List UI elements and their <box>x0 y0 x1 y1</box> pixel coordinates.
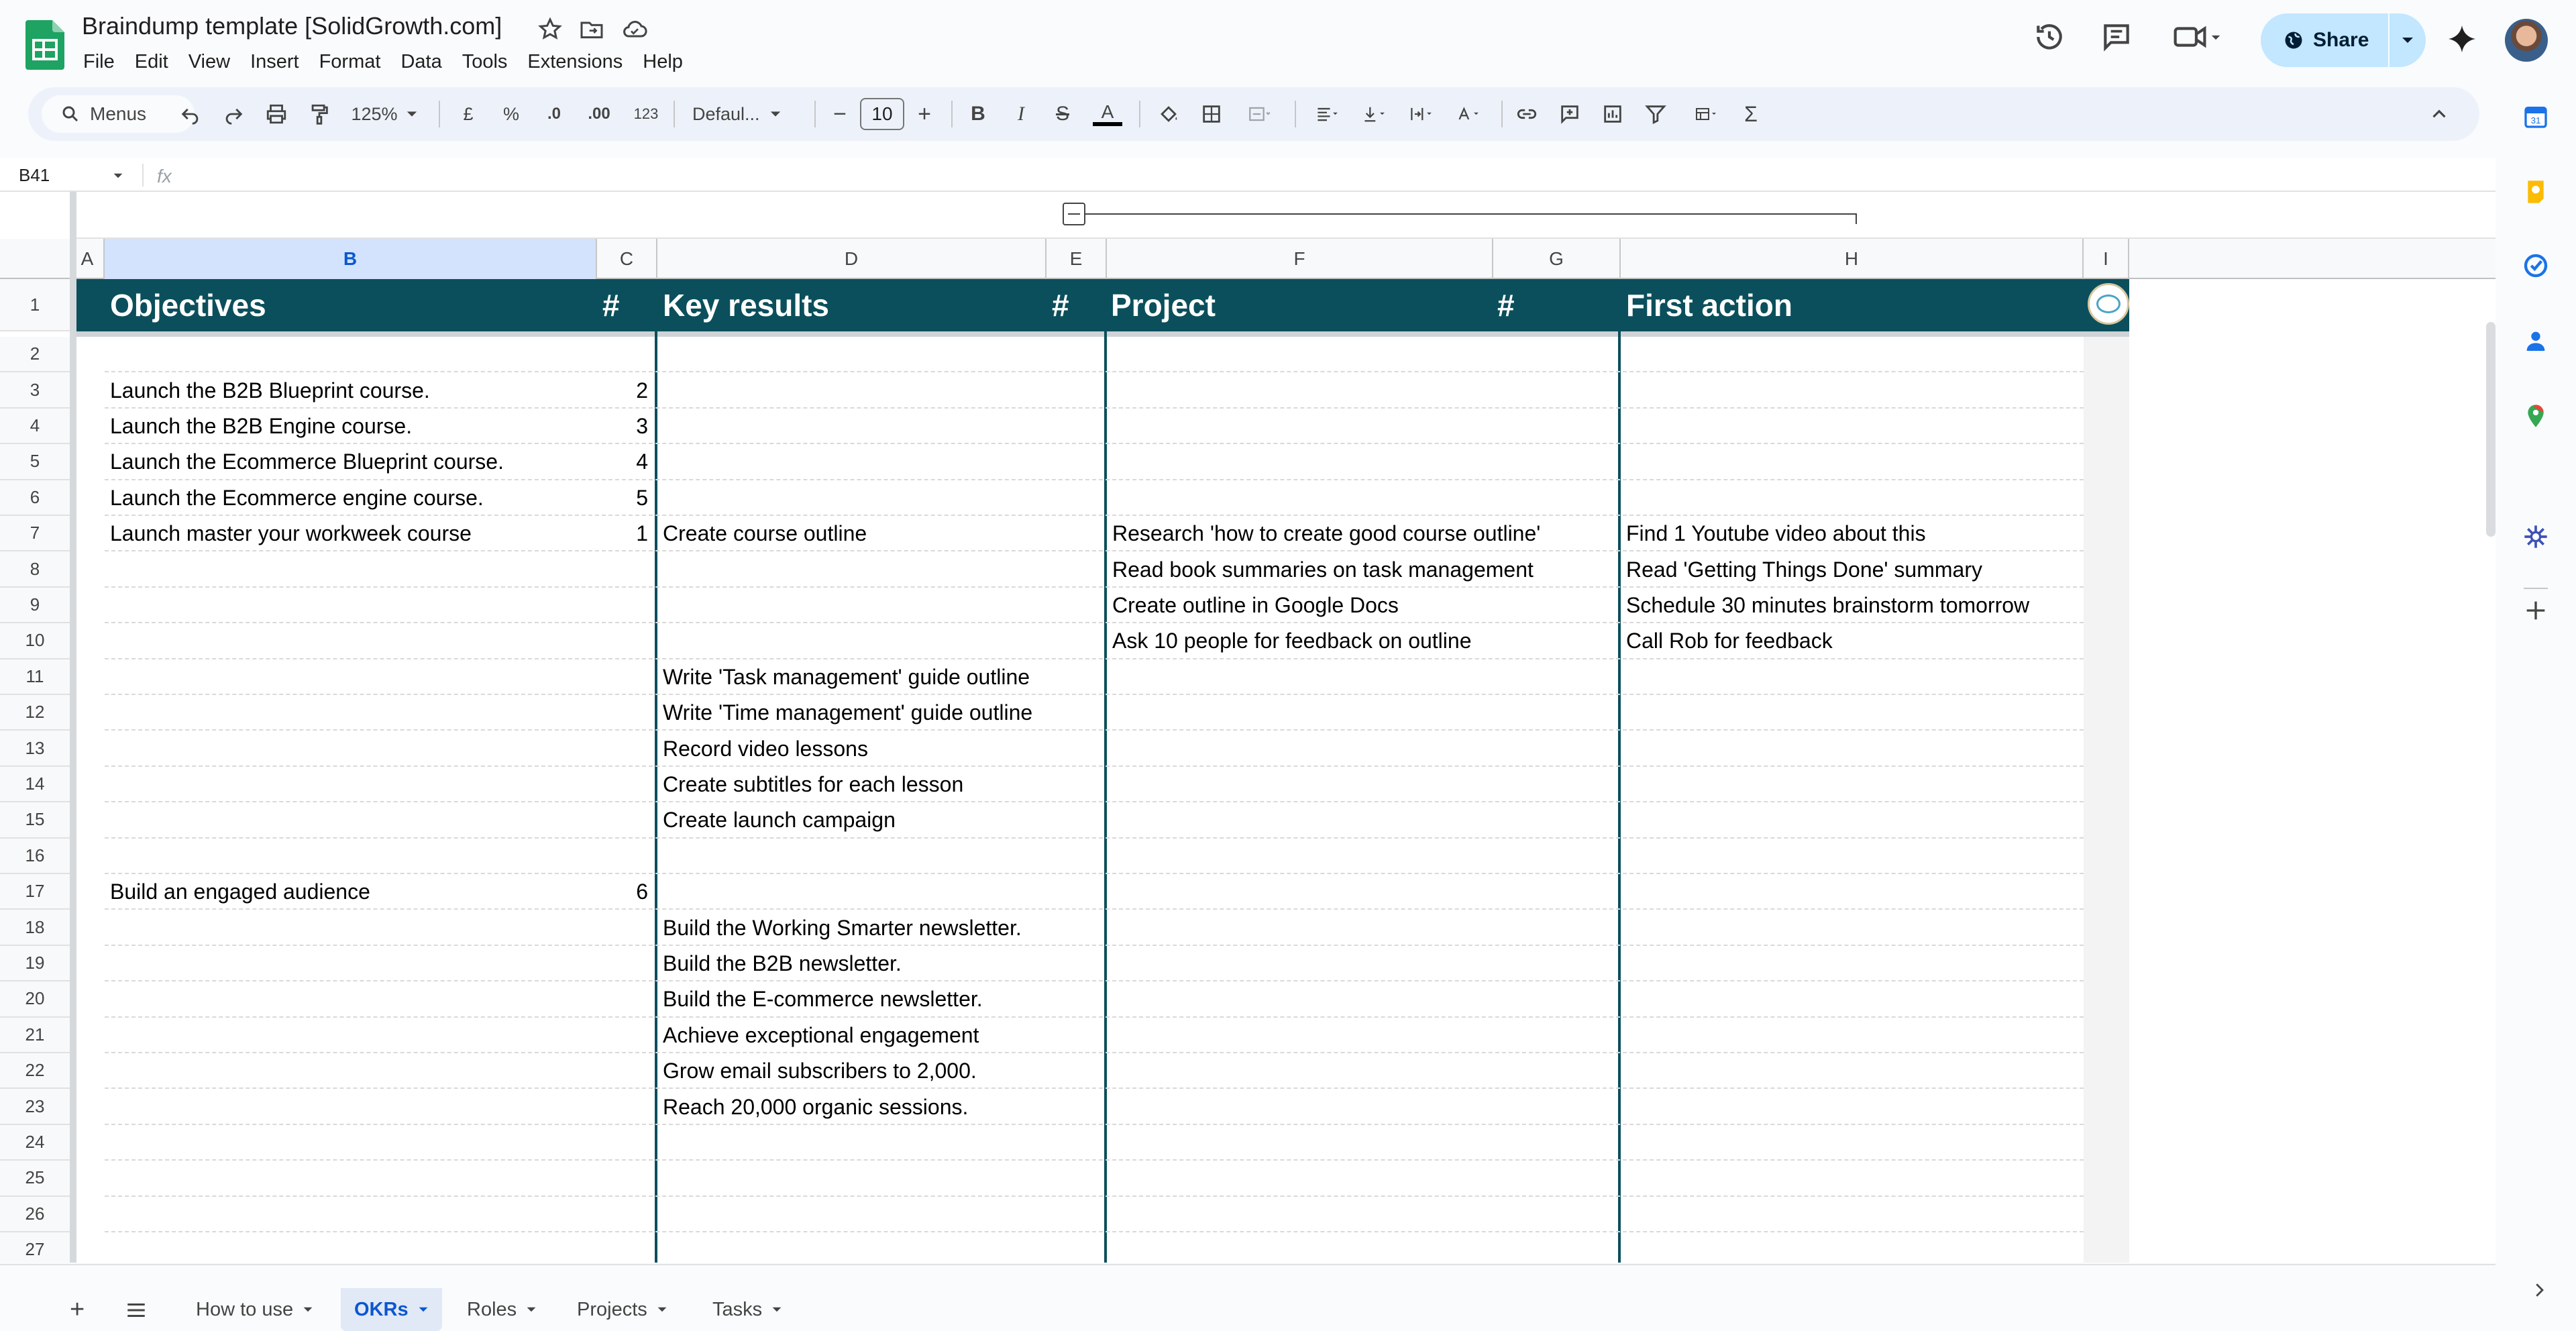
decrease-decimal-button[interactable]: .0 <box>547 105 561 123</box>
frozen-row-divider <box>71 331 2129 337</box>
menu-tools[interactable]: Tools <box>462 51 508 72</box>
text-rotation-icon <box>1456 103 1479 125</box>
account-avatar[interactable] <box>2505 19 2548 62</box>
cell-b17[interactable]: Build an engaged audience <box>110 880 370 904</box>
cell-f10[interactable]: Ask 10 people for feedback on outline <box>1112 629 1472 653</box>
align-left-icon <box>1316 103 1338 125</box>
row-header-25[interactable]: 25 <box>0 1161 71 1196</box>
row-header-6[interactable]: 6 <box>0 480 71 516</box>
section-divider <box>1618 331 1621 1263</box>
section-divider <box>1104 331 1107 1263</box>
chevron-up-icon <box>2428 103 2451 125</box>
header-key-results[interactable]: Key results <box>663 288 830 323</box>
cell-d15[interactable]: Create launch campaign <box>663 808 896 833</box>
insert-link-button[interactable] <box>1513 101 1540 127</box>
calendar-icon[interactable] <box>2522 103 2549 130</box>
sheet-grid[interactable] <box>0 192 2496 1263</box>
merge-cells-button[interactable] <box>1240 101 1280 127</box>
insert-chart-button[interactable] <box>1599 101 1626 127</box>
toolbar-separator <box>439 101 440 127</box>
cell-d12[interactable]: Write 'Time management' guide outline <box>663 700 1033 725</box>
cell-d19[interactable]: Build the B2B newsletter. <box>663 951 902 975</box>
cell-f8[interactable]: Read book summaries on task management <box>1112 557 1534 582</box>
cell-d13[interactable]: Record video lessons <box>663 736 868 761</box>
toolbar-separator <box>814 101 816 127</box>
row-gridline <box>105 801 2084 802</box>
row-header-18[interactable]: 18 <box>0 910 71 945</box>
cell-h10[interactable]: Call Rob for feedback <box>1626 629 1833 653</box>
menu-data[interactable]: Data <box>400 51 442 72</box>
column-header-i[interactable]: I <box>2084 239 2129 279</box>
toolbar-separator <box>1501 101 1503 127</box>
row-gridline <box>105 980 2084 981</box>
group-line <box>1085 213 1857 215</box>
borders-button[interactable] <box>1198 101 1225 127</box>
menu-help[interactable]: Help <box>643 51 683 72</box>
meet-video-icon[interactable] <box>2171 20 2224 54</box>
search-menus-label: Menus <box>90 103 147 124</box>
row-gridline <box>105 765 2084 767</box>
share-label: Share <box>2313 29 2369 51</box>
column-header-a[interactable]: A <box>71 239 105 279</box>
row-header-16[interactable]: 16 <box>0 839 71 874</box>
print-button[interactable] <box>263 101 290 127</box>
gemini-sparkle-icon[interactable] <box>2447 24 2477 54</box>
cell-c6[interactable]: 5 <box>636 485 648 510</box>
row-header-3[interactable]: 3 <box>0 372 71 408</box>
cell-c17[interactable]: 6 <box>636 880 648 904</box>
menu-view[interactable]: View <box>188 51 231 72</box>
chevron-down-icon <box>657 1304 667 1315</box>
row-header-1[interactable]: 1 <box>0 279 71 331</box>
search-menus-input[interactable] <box>42 95 195 133</box>
paint-format-icon <box>308 103 331 125</box>
print-icon <box>265 103 288 125</box>
sheet-tab-roles[interactable] <box>467 1288 537 1331</box>
row-gridline <box>105 837 2084 839</box>
chevron-down-icon <box>303 1304 313 1315</box>
get-addons-plus-icon[interactable] <box>2522 597 2549 624</box>
sheets-logo-icon[interactable] <box>25 20 64 70</box>
insert-comment-button[interactable] <box>1556 101 1583 127</box>
chart-icon <box>1601 103 1624 125</box>
name-box[interactable] <box>19 158 50 192</box>
globe-icon <box>2284 30 2304 50</box>
toolbar-separator <box>951 101 953 127</box>
header-project[interactable]: Project <box>1111 288 1216 323</box>
row-gridline <box>105 1159 2084 1161</box>
search-icon <box>60 104 80 124</box>
document-title[interactable]: Braindump template [SolidGrowth.com] <box>82 12 502 40</box>
row-header-2[interactable]: 2 <box>0 337 71 372</box>
header-hash-2[interactable]: # <box>1052 288 1069 323</box>
cell-d18[interactable]: Build the Working Smarter newsletter. <box>663 915 1022 940</box>
row-header-20[interactable]: 20 <box>0 981 71 1017</box>
text-wrapping-button[interactable] <box>1401 101 1441 127</box>
column-group-bar <box>71 192 2496 239</box>
currency-format-button[interactable]: £ <box>463 103 474 124</box>
maps-icon[interactable] <box>2522 403 2549 429</box>
undo-icon <box>179 103 202 125</box>
cell-d7[interactable]: Create course outline <box>663 521 867 546</box>
undo-button[interactable] <box>177 101 204 127</box>
header-band <box>71 279 2129 331</box>
column-header-g[interactable]: G <box>1493 239 1621 279</box>
row-header-10[interactable]: 10 <box>0 623 71 659</box>
formula-input[interactable] <box>188 158 2482 192</box>
cell-h7[interactable]: Find 1 Youtube video about this <box>1626 521 1926 546</box>
align-bottom-icon <box>1362 103 1385 125</box>
more-formats-button[interactable]: 123 <box>633 105 659 122</box>
cell-d23[interactable]: Reach 20,000 organic sessions. <box>663 1094 969 1119</box>
row-gridline <box>105 1195 2084 1197</box>
chevron-down-icon <box>526 1304 537 1315</box>
sheet-tab-projects[interactable] <box>577 1288 667 1331</box>
cell-c4[interactable]: 3 <box>636 413 648 438</box>
cell-reference: B41 <box>19 165 50 185</box>
column-i-area <box>2084 331 2129 1263</box>
chevron-down-icon <box>406 108 418 120</box>
row-header-13[interactable]: 13 <box>0 731 71 766</box>
menu-extensions[interactable]: Extensions <box>527 51 623 72</box>
add-comment-icon <box>1558 103 1581 125</box>
tab-label: Roles <box>467 1298 517 1320</box>
redo-button[interactable] <box>220 101 247 127</box>
row-header-7[interactable]: 7 <box>0 516 71 551</box>
row-header-5[interactable]: 5 <box>0 444 71 480</box>
add-sheet-button[interactable]: + <box>70 1295 85 1324</box>
column-header-h[interactable]: H <box>1621 239 2084 279</box>
text-color-button[interactable]: A <box>1092 101 1123 127</box>
expand-panel-chevron-icon[interactable] <box>2529 1280 2549 1300</box>
toolbar-separator <box>1295 101 1296 127</box>
formula-separator <box>142 164 144 187</box>
cell-d22[interactable]: Grow email subscribers to 2,000. <box>663 1059 977 1083</box>
merge-icon <box>1248 103 1271 125</box>
row-header-22[interactable]: 22 <box>0 1053 71 1089</box>
cell-b6[interactable]: Launch the Ecommerce engine course. <box>110 485 484 510</box>
table-view-icon <box>1695 103 1717 125</box>
group-line-end <box>1856 213 1857 224</box>
row-gridline <box>105 1052 2084 1053</box>
text-rotation-button[interactable] <box>1448 101 1488 127</box>
comments-icon[interactable] <box>2100 20 2133 54</box>
row-header-12[interactable]: 12 <box>0 695 71 731</box>
horizontal-align-button[interactable] <box>1307 101 1347 127</box>
row-gridline <box>105 694 2084 695</box>
cell-d11[interactable]: Write 'Task management' guide outline <box>663 664 1030 689</box>
chevron-down-icon <box>2401 34 2414 47</box>
filter-views-button[interactable] <box>1682 101 1729 127</box>
svg-text:31: 31 <box>2530 115 2541 125</box>
sheet-tab-how-to-use[interactable] <box>196 1288 313 1331</box>
text-wrap-icon <box>1409 103 1432 125</box>
hide-menus-button[interactable] <box>2426 101 2453 127</box>
tasks-icon[interactable] <box>2522 252 2549 279</box>
cell-b5[interactable]: Launch the Ecommerce Blueprint course. <box>110 449 504 474</box>
font-size-increase-button[interactable]: + <box>918 101 931 127</box>
keep-icon[interactable] <box>2522 178 2549 205</box>
menu-file[interactable]: File <box>83 51 115 72</box>
toolbar <box>28 87 2479 141</box>
percent-format-button[interactable]: % <box>502 103 519 124</box>
column-header-c[interactable]: C <box>597 239 657 279</box>
cell-c3[interactable]: 2 <box>636 378 648 403</box>
cell-b3[interactable]: Launch the B2B Blueprint course. <box>110 378 430 403</box>
collapse-group-button[interactable] <box>1063 203 1085 225</box>
toolbar-separator <box>674 101 675 127</box>
font-family-select[interactable] <box>692 101 800 127</box>
column-header-e[interactable]: E <box>1046 239 1107 279</box>
rail-separator <box>2524 588 2548 589</box>
cell-h9[interactable]: Schedule 30 minutes brainstorm tomorrow <box>1626 592 2030 617</box>
filter-icon <box>1644 103 1667 125</box>
addon-icon[interactable] <box>2522 523 2549 550</box>
all-sheets-icon[interactable] <box>125 1299 148 1322</box>
menu-format[interactable]: Format <box>319 51 381 72</box>
row-header-24[interactable]: 24 <box>0 1125 71 1161</box>
tab-label: Projects <box>577 1298 647 1320</box>
chevron-down-icon <box>769 108 782 120</box>
chevron-down-icon <box>113 170 123 181</box>
row-header-23[interactable]: 23 <box>0 1089 71 1124</box>
fill-color-button[interactable] <box>1155 101 1182 127</box>
italic-button[interactable]: I <box>1018 103 1024 125</box>
share-main[interactable] <box>2261 13 2388 67</box>
solidgrowth-logo <box>2088 283 2129 325</box>
cell-c5[interactable]: 4 <box>636 449 648 474</box>
row-header-4[interactable]: 4 <box>0 409 71 444</box>
row-header-27[interactable]: 27 <box>0 1232 71 1263</box>
bold-button[interactable]: B <box>971 103 985 125</box>
row-gridline <box>105 1124 2084 1125</box>
filter-button[interactable] <box>1642 101 1669 127</box>
font-size-input[interactable]: 10 <box>860 98 904 130</box>
vertical-align-button[interactable] <box>1354 101 1394 127</box>
cell-f7[interactable]: Research 'how to create good course outline' <box>1112 521 1541 546</box>
menu-edit[interactable]: Edit <box>134 51 168 72</box>
cell-d21[interactable]: Achieve exceptional engagement <box>663 1022 979 1047</box>
column-header-f[interactable]: F <box>1107 239 1493 279</box>
font-size-decrease-button[interactable]: − <box>833 101 847 127</box>
row-gridline <box>105 1016 2084 1018</box>
borders-icon <box>1200 103 1223 125</box>
sheet-tab-tasks[interactable] <box>712 1288 782 1331</box>
fx-icon: fx <box>157 166 172 187</box>
star-icon[interactable] <box>537 16 564 43</box>
strikethrough-button[interactable]: S <box>1055 103 1069 125</box>
share-button[interactable] <box>2261 13 2426 67</box>
row-header-11[interactable]: 11 <box>0 659 71 695</box>
paint-format-button[interactable] <box>306 101 333 127</box>
chevron-down-icon <box>418 1304 429 1315</box>
cell-b7[interactable]: Launch master your workweek course <box>110 521 472 546</box>
row-header-8[interactable]: 8 <box>0 551 71 587</box>
cell-d20[interactable]: Build the E-commerce newsletter. <box>663 987 983 1012</box>
column-header-d[interactable]: D <box>657 239 1046 279</box>
zoom-value: 125% <box>351 103 398 124</box>
cell-d14[interactable]: Create subtitles for each lesson <box>663 771 964 796</box>
header-hash-1[interactable]: # <box>602 288 620 323</box>
increase-decimal-button[interactable]: .00 <box>588 105 610 123</box>
row-header-26[interactable]: 26 <box>0 1197 71 1232</box>
header-first-action[interactable]: First action <box>1626 288 1792 323</box>
row-gridline <box>105 945 2084 946</box>
zoom-select[interactable] <box>347 101 421 127</box>
select-all-corner[interactable] <box>0 239 71 279</box>
row-gridline <box>105 729 2084 731</box>
tab-label: Tasks <box>712 1298 763 1320</box>
cell-f9[interactable]: Create outline in Google Docs <box>1112 592 1399 617</box>
toolbar-separator <box>1139 101 1140 127</box>
frozen-column-divider <box>70 192 76 1263</box>
vertical-scrollbar-thumb[interactable] <box>2486 322 2496 537</box>
row-gridline <box>105 1231 2084 1232</box>
font-family-value: Defaul... <box>692 103 760 124</box>
tab-label: OKRs <box>354 1298 409 1320</box>
tab-label: How to use <box>196 1298 294 1320</box>
contacts-icon[interactable] <box>2522 327 2549 354</box>
redo-icon <box>222 103 245 125</box>
link-icon <box>1515 103 1538 125</box>
column-headers <box>0 239 2496 279</box>
menu-bar <box>82 48 693 75</box>
row-header-17[interactable]: 17 <box>0 874 71 910</box>
move-folder-icon[interactable] <box>578 16 605 43</box>
logo-mark-icon <box>2096 295 2121 313</box>
cell-b4[interactable]: Launch the B2B Engine course. <box>110 413 413 438</box>
cell-h8[interactable]: Read 'Getting Things Done' summary <box>1626 557 1982 582</box>
chevron-down-icon <box>771 1304 782 1315</box>
menu-insert[interactable]: Insert <box>250 51 299 72</box>
row-header-9[interactable]: 9 <box>0 588 71 623</box>
row-header-19[interactable]: 19 <box>0 946 71 981</box>
row-header-14[interactable]: 14 <box>0 767 71 802</box>
cell-c7[interactable]: 1 <box>636 521 648 546</box>
cloud-saved-icon[interactable] <box>621 16 648 43</box>
version-history-icon[interactable] <box>2033 20 2066 54</box>
functions-button[interactable]: Σ <box>1744 101 1758 126</box>
sheet-tab-okrs[interactable] <box>341 1288 442 1331</box>
paint-bucket-icon <box>1157 103 1180 125</box>
header-hash-3[interactable]: # <box>1497 288 1515 323</box>
row-header-15[interactable]: 15 <box>0 802 71 838</box>
header-objectives[interactable]: Objectives <box>110 288 266 323</box>
row-gridline <box>105 1087 2084 1089</box>
row-header-21[interactable]: 21 <box>0 1018 71 1053</box>
column-header-b[interactable]: B <box>105 239 597 279</box>
share-dropdown[interactable] <box>2390 13 2426 67</box>
